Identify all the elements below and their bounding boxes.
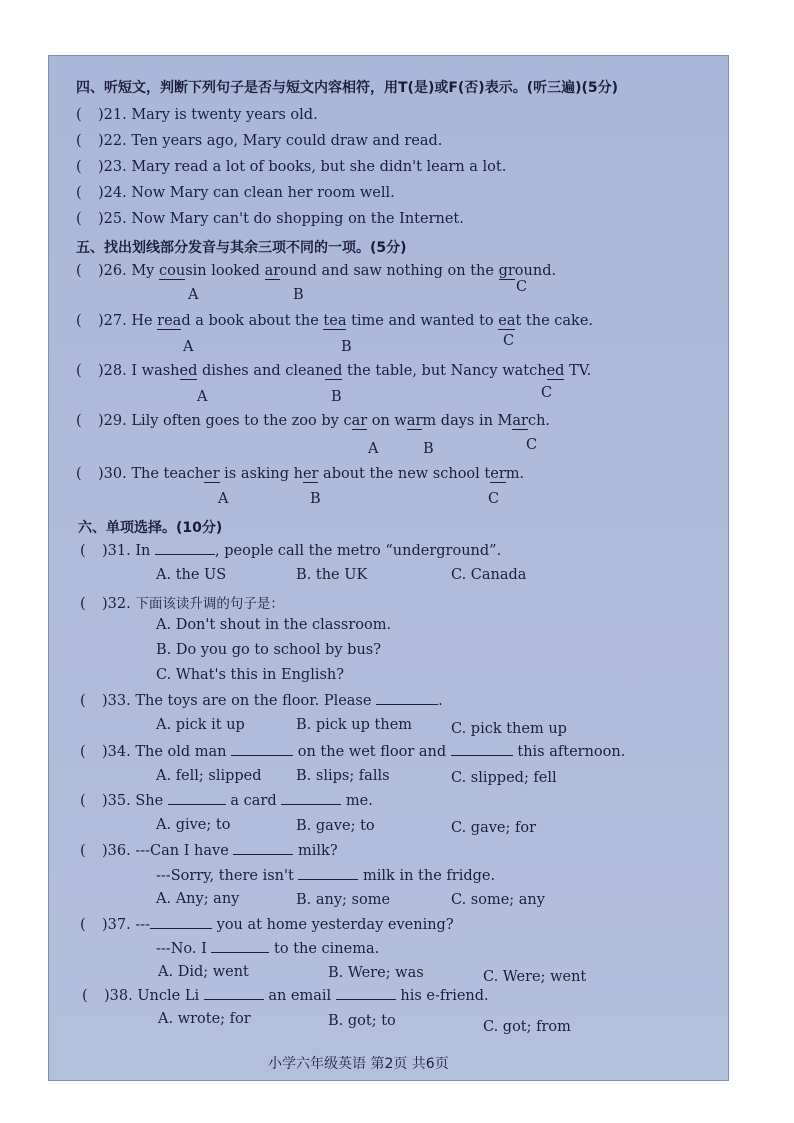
q35-option-c: C. gave; for [451, 820, 537, 836]
question-37: ( )37. --- you at home yesterday evening? [80, 917, 454, 933]
q27-mark-a: A [183, 339, 194, 355]
question-21: ( )21. Mary is twenty years old. [76, 107, 318, 123]
question-38: ( )38. Uncle Li an email his e-friend. [82, 988, 489, 1004]
page-footer: 小学六年级英语 第2页 共6页 [268, 1056, 449, 1072]
q26-mark-a: A [188, 287, 199, 303]
question-35: ( )35. She a card me. [80, 793, 373, 809]
q32-option-a: A. Don't shout in the classroom. [156, 617, 392, 633]
q27-mark-c: C [503, 333, 515, 349]
q35-option-a: A. give; to [156, 817, 231, 833]
section5-title: 五、找出划线部分发音与其余三项不同的一项。(5分) [76, 240, 407, 256]
q30-mark-b: B [310, 491, 321, 507]
question-22: ( )22. Ten years ago, Mary could draw and read. [76, 133, 443, 149]
question-31: ( )31. In , people call the metro “underground”. [80, 543, 502, 559]
q28-mark-b: B [331, 389, 342, 405]
q38-option-b: B. got; to [328, 1013, 396, 1029]
q38-option-a: A. wrote; for [158, 1011, 251, 1027]
section6-title: 六、单项选择。(10分) [78, 520, 223, 536]
question-29: ( )29. Lily often goes to the zoo by car on warm days in March. [76, 413, 551, 429]
question-25: ( )25. Now Mary can't do shopping on the Internet. [76, 211, 464, 227]
exam-sheet [48, 55, 729, 1081]
q29-mark-a: A [368, 441, 379, 457]
q27-mark-b: B [341, 339, 352, 355]
question-36: ( )36. ---Can I have milk? [80, 843, 338, 859]
q28-mark-a: A [197, 389, 208, 405]
q36-option-b: B. any; some [296, 892, 391, 908]
question-26: ( )26. My cousin looked around and saw nothing on the ground. [76, 263, 557, 279]
q35-option-b: B. gave; to [296, 818, 375, 834]
question-30: ( )30. The teacher is asking her about the new school term. [76, 466, 525, 482]
question-27: ( )27. He read a book about the tea time and wanted to eat the cake. [76, 313, 594, 329]
q34-option-a: A. fell; slipped [156, 768, 262, 784]
q37-option-b: B. Were; was [328, 965, 424, 981]
q31-option-a: A. the US [156, 567, 227, 583]
q29-mark-c: C [526, 437, 538, 453]
q26-mark-b: B [293, 287, 304, 303]
q30-mark-a: A [218, 491, 229, 507]
q32-option-c: C. What's this in English? [156, 667, 345, 683]
q33-option-c: C. pick them up [451, 721, 567, 737]
q33-option-b: B. pick up them [296, 717, 413, 733]
q37-option-c: C. Were; went [483, 969, 587, 985]
q34-option-c: C. slipped; fell [451, 770, 557, 786]
q37-option-a: A. Did; went [158, 964, 249, 980]
question-34: ( )34. The old man on the wet floor and this afternoon. [80, 744, 626, 760]
question-23: ( )23. Mary read a lot of books, but she didn't learn a lot. [76, 159, 507, 175]
question-28: ( )28. I washed dishes and cleaned the table, but Nancy watched TV. [76, 363, 592, 379]
question-36-reply: ---Sorry, there isn't milk in the fridge. [156, 868, 496, 884]
q31-option-c: C. Canada [451, 567, 527, 583]
section4-title: 四、听短文，判断下列句子是否与短文内容相符，用T(是)或F(否)表示。(听三遍)(5分) [76, 80, 619, 96]
q31-option-b: B. the UK [296, 567, 368, 583]
q29-mark-b: B [423, 441, 434, 457]
question-33: ( )33. The toys are on the floor. Please . [80, 693, 443, 709]
q36-option-a: A. Any; any [156, 891, 240, 907]
q28-mark-c: C [541, 385, 553, 401]
q34-option-b: B. slips; falls [296, 768, 390, 784]
question-37-reply: ---No. I to the cinema. [156, 941, 380, 957]
q26-mark-c: C [516, 279, 528, 295]
q32-option-b: B. Do you go to school by bus? [156, 642, 382, 658]
q30-mark-c: C [488, 491, 500, 507]
question-32: ( )32. 下面该读升调的句子是： [80, 596, 284, 612]
q38-option-c: C. got; from [483, 1019, 571, 1035]
q33-option-a: A. pick it up [156, 717, 245, 733]
question-24: ( )24. Now Mary can clean her room well. [76, 185, 395, 201]
q36-option-c: C. some; any [451, 892, 545, 908]
